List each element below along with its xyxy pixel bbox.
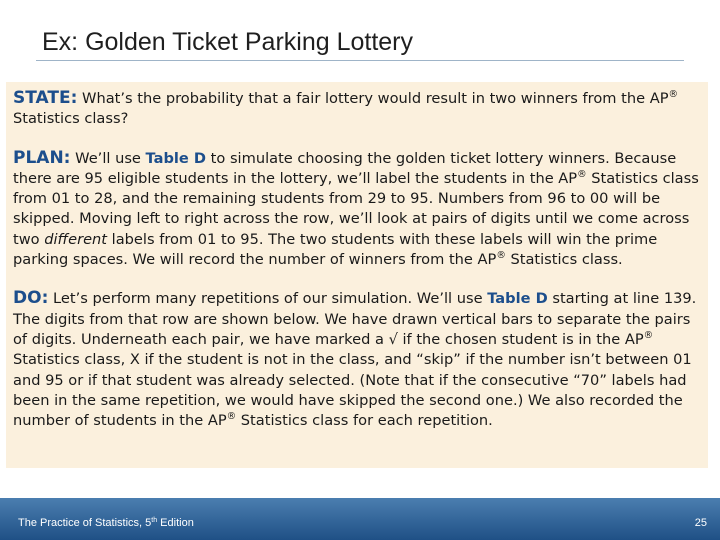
book-title-main: The Practice of Statistics, 5 [18, 517, 152, 529]
do-text-a: Let’s perform many repetitions of our simulation. We’ll use [48, 290, 488, 308]
plan-text-c: Statistics class from 01 to 28, and the remaining students from 29 to 95. Numbers from 96 to 00 will be skipped. Moving left to right across the row, we’ll look at pairs of digits until we come across two [13, 169, 699, 248]
registered-mark: ® [496, 250, 506, 262]
do-text-b: starting at line 139. The digits from that row are shown below. We have drawn vertical bars to separate the pairs of digits. Underneath each pair, we have marked a √ if the chosen student is in the AP [13, 290, 697, 348]
registered-mark: ® [643, 329, 654, 341]
book-title [18, 517, 194, 529]
do-label: DO: [13, 288, 49, 309]
title-divider [36, 60, 684, 61]
state-label: STATE: [13, 88, 78, 108]
do-section [13, 288, 702, 431]
footer-bar [0, 498, 720, 540]
table-d-reference: Table D [145, 149, 207, 167]
plan-emphasis: different [44, 230, 108, 248]
state-text-a: What’s the probability that a fair lottery would result in two winners from the AP [77, 90, 669, 107]
plan-text-a: We’ll use [70, 149, 146, 167]
do-text-c: Statistics class, X if the student is not in the class, and “skip” if the number isn’t between 01 and 95 or if that student was already selected. (Note that if the consecutive “70” labels had been in the same repetition, we would have skipped the second one.) We also recorded the number of students in the AP [13, 351, 692, 430]
slide-title: Ex: Golden Ticket Parking Lottery [42, 28, 414, 56]
plan-label: PLAN: [13, 147, 71, 168]
page-number: 25 [694, 517, 707, 529]
plan-section [13, 148, 702, 271]
example-panel [6, 82, 708, 468]
plan-text-e: Statistics class. [505, 251, 623, 269]
state-section [13, 88, 702, 130]
table-d-reference: Table D [487, 290, 548, 308]
plan-text-b: to simulate choosing the golden ticket lottery winners. Because there are 95 eligible students in the lottery, we’ll label the students in the AP [13, 149, 677, 187]
state-text-b: Statistics class? [13, 110, 129, 128]
edition-superscript: th [151, 517, 158, 524]
registered-mark: ® [577, 168, 587, 180]
book-title-edition: Edition [157, 517, 194, 529]
registered-mark: ® [668, 89, 678, 100]
plan-text-d: labels from 01 to 95. The two students with these labels will win the prime parking spaces. We will record the number of winners from the AP [13, 230, 658, 269]
registered-mark: ® [226, 411, 237, 423]
do-text-d: Statistics class for each repetition. [236, 412, 493, 430]
